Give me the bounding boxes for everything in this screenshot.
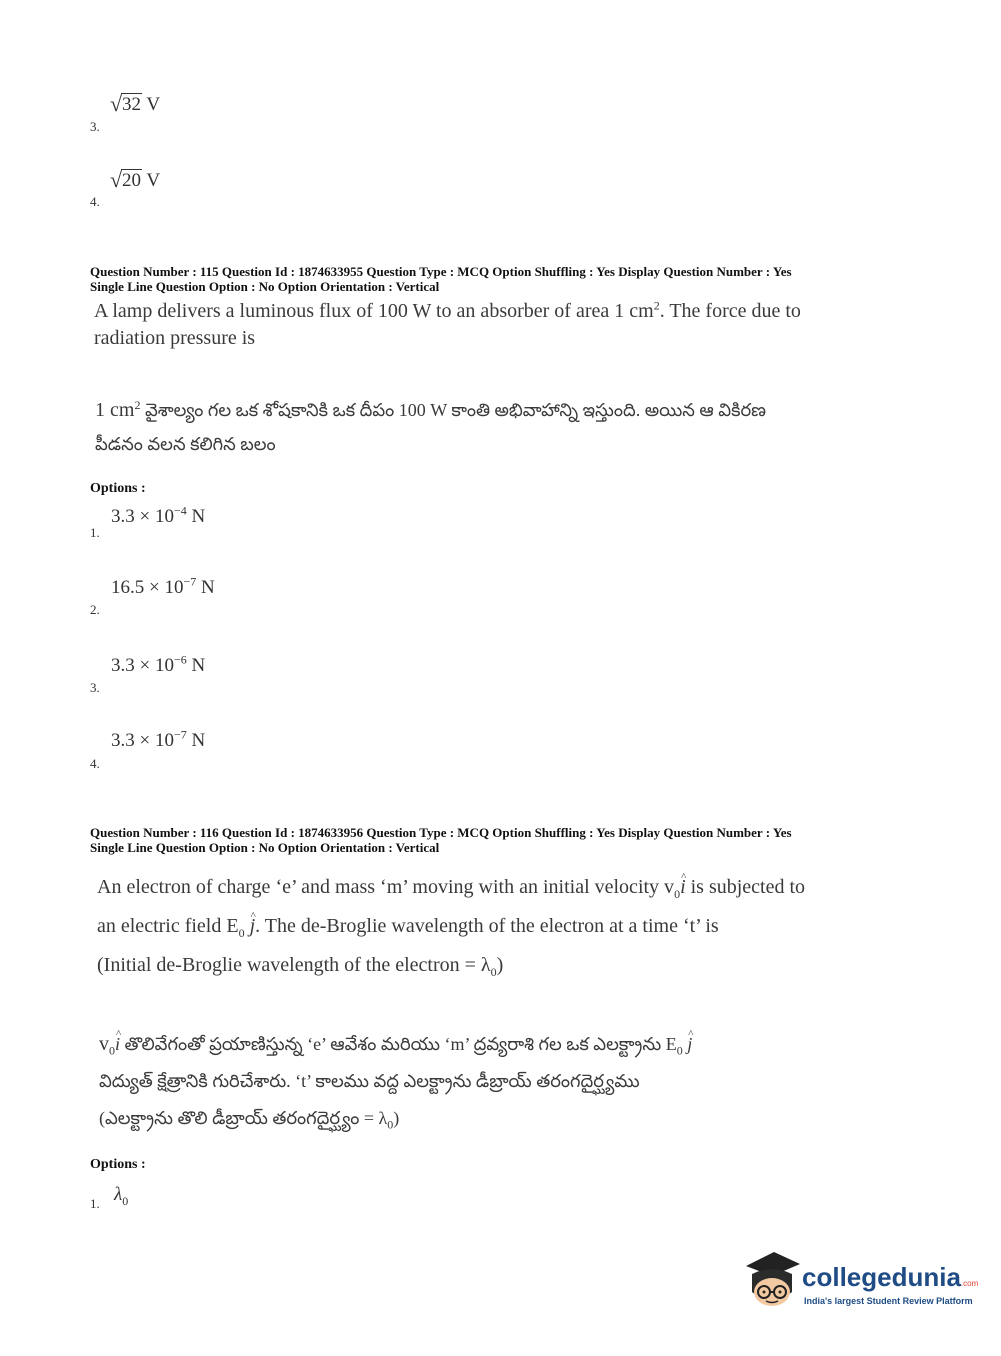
- mascot-icon: [742, 1248, 802, 1312]
- question-text-te-115: 1 $cm^2$ వైశాల్యం గల ఒక శోషకానికి ఒక దీపం 100 W కాంతి అభివాహాన్ని ఇస్తుంది. అయిన ఆ వికిరణ పీడనం వలన కలిగిన బలం: [95, 398, 767, 454]
- option-number: 1.: [90, 525, 100, 540]
- logo-tagline: India's largest Student Review Platform: [804, 1296, 973, 1306]
- option-116-1: $\lambda_0$: [114, 1184, 129, 1208]
- collegedunia-logo: [742, 1248, 979, 1316]
- options-label: Options :: [90, 1157, 146, 1172]
- option-115-3: $3.3 \times 10^{-6}$ N: [111, 652, 206, 676]
- question-text-en-115: A lamp delivers a luminous flux of 100 W to an absorber of area 1 $cm^2$. The force due to radiation pressure is: [94, 298, 801, 349]
- question-text-te-116: $v_0\^{}$ i తొలివేగంతో ప్రయాణిస్తున్న ‘e’ ఆవేశం మరియు ‘m’ ద్రవ్యరాశి గల ఒక ఎలక్ట్రాను $E_0$ ^ j విద్యుత్ క్షేత్రానికి గురిచేశారు. ‘t’ కాలము వద్ద ఎలక్ట్రాను డీబ్రాయ్ తరంగదైర్ఘ్యము (ఎలక్ట్రాను తొలి డీబ్రాయ్ తరంగదైర్ఘ్యం = $\lambda_0$): [99, 1026, 692, 1137]
- option-prev-4: √ 20 V: [110, 167, 161, 192]
- sqrt-expression: √ 20: [110, 167, 141, 192]
- option-115-1: $3.3 \times 10^{-4}$ N: [111, 503, 206, 527]
- option-number: 4.: [90, 756, 100, 771]
- question-text-en-116: An electron of charge ‘e’ and mass ‘m’ moving with an initial velocity $v_0\^{}$ i is subjected to an electric field $E_0$ ^ j. The de-Broglie wavelength of the electron at a time ‘t’ is (Initial de-Broglie wavelength of the electron = $\lambda_0$): [97, 868, 897, 985]
- question-meta-116: Question Number : 116 Question Id : 1874633956 Question Type : MCQ Option Shuffling : Yes Display Question Number : Yes Single Line Question Option : No Option Orientation : Vertical: [90, 825, 792, 855]
- option-number: 3.: [90, 119, 100, 134]
- option-number: 2.: [90, 602, 100, 617]
- question-meta-115: Question Number : 115 Question Id : 1874633955 Question Type : MCQ Option Shuffling : Yes Display Question Number : Yes Single Line Question Option : No Option Orientation : Vertical: [90, 264, 792, 294]
- option-prev-3: √ 32 V: [110, 91, 161, 116]
- option-number: 4.: [90, 194, 100, 209]
- options-label: Options :: [90, 481, 146, 496]
- option-115-2: $16.5 \times 10^{-7}$ N: [111, 574, 215, 598]
- option-number: 1.: [90, 1196, 100, 1211]
- sqrt-expression: √ 32: [110, 91, 141, 116]
- option-115-4: $3.3 \times 10^{-7}$ N: [111, 727, 206, 751]
- logo-wordmark: collegedunia.com: [802, 1262, 979, 1292]
- option-number: 3.: [90, 680, 100, 695]
